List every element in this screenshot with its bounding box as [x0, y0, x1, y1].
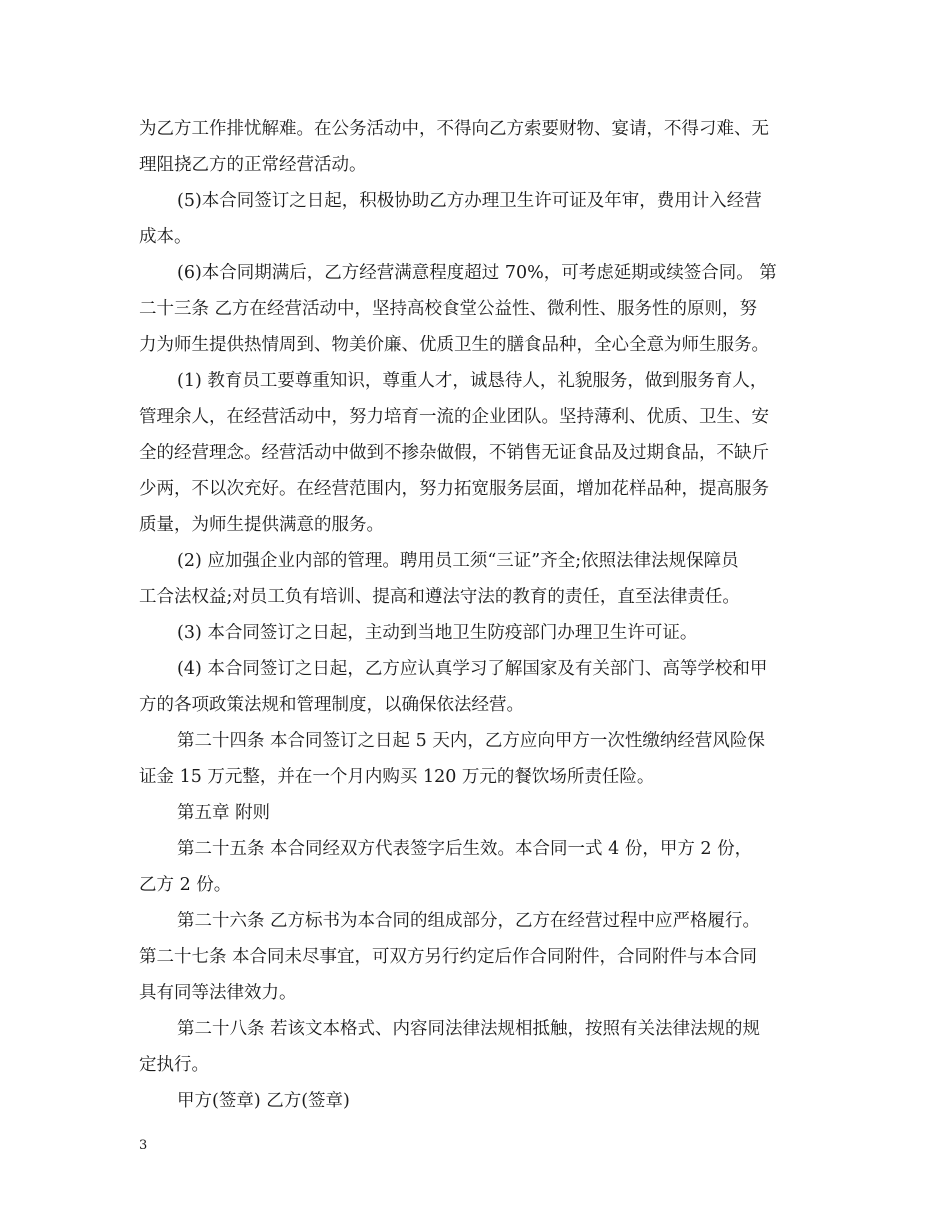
section-heading: 第五章 附则	[177, 803, 271, 823]
text-line: 成本。	[139, 227, 192, 247]
text-line: 少两，不以次充好。在经营范围内，努力拓宽服务层面，增加花样品种，提高服务	[139, 479, 769, 499]
text-line: 第二十八条 若该文本格式、内容同法律法规相抵触，按照有关法律法规的规	[177, 1019, 761, 1039]
text-line: 具有同等法律效力。	[139, 983, 297, 1003]
text-line: 第二十四条 本合同签订之日起 5 天内，乙方应向甲方一次性缴纳经营风险保	[177, 731, 765, 751]
text-line: (1) 教育员工要尊重知识，尊重人才，诚恳待人，礼貌服务，做到服务育人，	[177, 371, 768, 391]
text-line: 管理余人，在经营活动中，努力培育一流的企业团队。坚持薄利、优质、卫生、安	[139, 407, 769, 427]
text-line: (4) 本合同签订之日起，乙方应认真学习了解国家及有关部门、高等学校和甲	[177, 659, 768, 679]
text-line: 二十三条 乙方在经营活动中，坚持高校食堂公益性、微利性、服务性的原则，努	[139, 299, 758, 319]
text-line: (3) 本合同签订之日起，主动到当地卫生防疫部门办理卫生许可证。	[177, 623, 698, 643]
text-line: 第二十五条 本合同经双方代表签字后生效。本合同一式 4 份，甲方 2 份，	[177, 839, 753, 859]
text-line: 为乙方工作排忧解难。在公务活动中，不得向乙方索要财物、宴请，不得刁难、无	[139, 119, 769, 139]
text-line: 质量，为师生提供满意的服务。	[139, 515, 384, 535]
text-line: 定执行。	[139, 1055, 209, 1075]
page-number: 3	[139, 1138, 148, 1153]
text-line: 第二十六条 乙方标书为本合同的组成部分，乙方在经营过程中应严格履行。	[177, 911, 761, 931]
text-line: (5)本合同签订之日起，积极协助乙方办理卫生许可证及年审，费用计入经营	[177, 191, 762, 211]
text-line: 第二十七条 本合同未尽事宜，可双方另行约定后作合同附件，合同附件与本合同	[139, 947, 758, 967]
text-line: 证金 15 万元整，并在一个月内购买 120 万元的餐饮场所责任险。	[139, 767, 655, 787]
text-line: (2) 应加强企业内部的管理。聘用员工须“三证”齐全;依照法律法规保障员	[177, 551, 739, 571]
text-line: 力为师生提供热情周到、物美价廉、优质卫生的膳食品种，全心全意为师生服务。	[139, 335, 769, 355]
signature-line: 甲方(签章) 乙方(签章)	[177, 1091, 350, 1111]
text-line: (6)本合同期满后，乙方经营满意程度超过 70%，可考虑延期或续签合同。 第	[177, 263, 777, 283]
text-line: 全的经营理念。经营活动中做到不掺杂做假，不销售无证食品及过期食品，不缺斤	[139, 443, 769, 463]
text-line: 工合法权益;对员工负有培训、提高和遵法守法的教育的责任，直至法律责任。	[139, 587, 740, 607]
text-line: 方的各项政策法规和管理制度，以确保依法经营。	[139, 695, 524, 715]
text-line: 乙方 2 份。	[139, 875, 232, 895]
text-line: 理阻挠乙方的正常经营活动。	[139, 155, 367, 175]
